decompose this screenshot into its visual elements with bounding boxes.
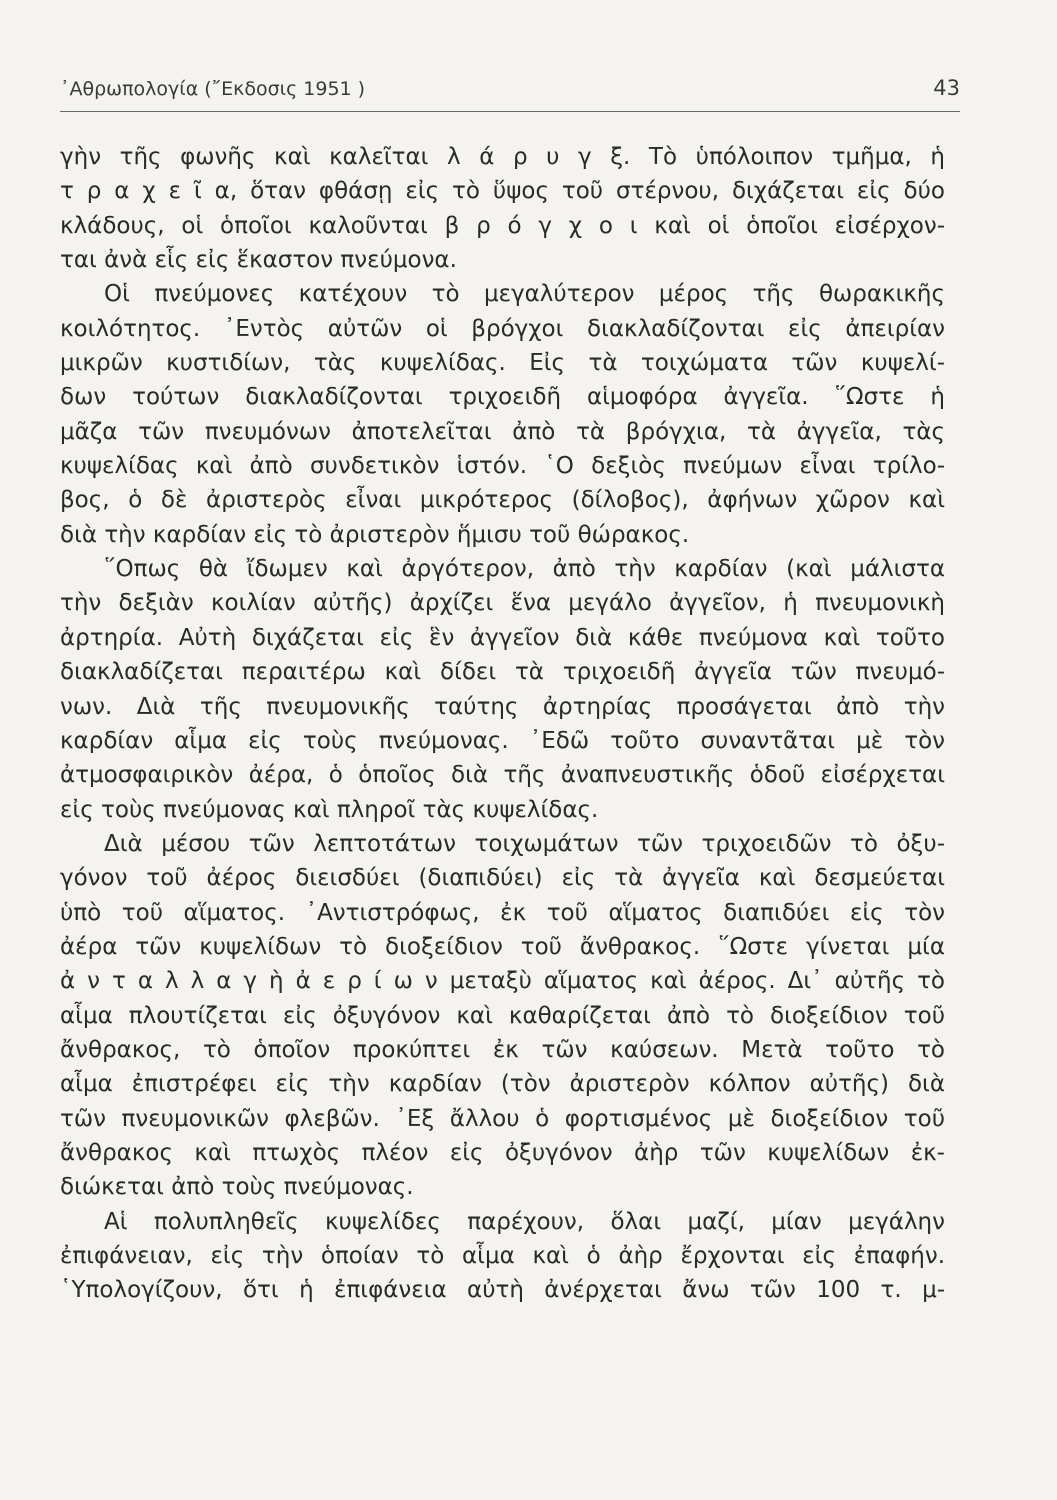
running-header bbox=[60, 72, 960, 106]
text-line: καρδίαν αἷμα εἰς τοὺς πνεύμονας. ᾿Εδῶ τοῦτο συναντᾶται μὲ τὸν bbox=[60, 727, 945, 754]
text-line: ῾Υπολογίζουν, ὅτι ἡ ἐπιφάνεια αὐτὴ ἀνέρχεται ἄνω τῶν 100 τ. μ- bbox=[60, 1277, 945, 1304]
text-line: ἀ ν τ α λ λ α γ ὴ ἀ ε ρ ί ω ν μεταξὺ αἵματος καὶ ἀέρος. Δι᾿ αὐτῆς τὸ bbox=[60, 968, 945, 995]
text-line: Αἱ πολυπληθεῖς κυψελίδες παρέχουν, ὅλαι μαζί, μίαν μεγάλην bbox=[104, 1208, 945, 1235]
text-line: ται ἀνὰ εἷς εἰς ἕκαστον πνεύμονα. bbox=[60, 247, 457, 274]
text-line: μᾶζα τῶν πνευμόνων ἀποτελεῖται ἀπὸ τὰ βρόγχια, τὰ ἀγγεῖα, τὰς bbox=[60, 418, 945, 445]
text-line: εἰς τοὺς πνεύμονας καὶ πληροῖ τὰς κυψελίδας. bbox=[60, 796, 599, 823]
header-divider bbox=[60, 111, 960, 112]
text-line: διακλαδίζεται περαιτέρω καὶ δίδει τὰ τριχοειδῆ ἀγγεῖα τῶν πνευμό- bbox=[60, 659, 945, 686]
text-line: ὑπὸ τοῦ αἵματος. ᾿Αντιστρόφως, ἐκ τοῦ αἵματος διαπιδύει εἰς τὸν bbox=[60, 899, 945, 926]
text-line: κοιλότητος. ᾿Εντὸς αὐτῶν οἱ βρόγχοι διακλαδίζονται εἰς ἀπειρίαν bbox=[60, 315, 945, 342]
text-line: Οἱ πνεύμονες κατέχουν τὸ μεγαλύτερον μέρος τῆς θωρακικῆς bbox=[104, 281, 945, 308]
text-line: τ ρ α χ ε ῖ α, ὅταν φθάσῃ εἰς τὸ ὕψος τοῦ στέρνου, διχάζεται εἰς δύο bbox=[60, 178, 945, 205]
text-line: ἄνθρακος καὶ πτωχὸς πλέον εἰς ὀξυγόνον ἀὴρ τῶν κυψελίδων ἐκ- bbox=[60, 1139, 945, 1166]
text-line: κυψελίδας καὶ ἀπὸ συνδετικὸν ἱστόν. ῾Ο δεξιὸς πνεύμων εἶναι τρίλο- bbox=[60, 453, 945, 480]
header-title: ᾿Αθρωπολογία (῎Εκδοσις 1951 ) bbox=[60, 78, 366, 100]
text-line: διὰ τὴν καρδίαν εἰς τὸ ἀριστερὸν ἥμισυ τοῦ θώρακος. bbox=[60, 521, 690, 548]
text-line: αἷμα ἐπιστρέφει εἰς τὴν καρδίαν (τὸν ἀριστερὸν κόλπον αὐτῆς) διὰ bbox=[60, 1071, 945, 1098]
text-line: κλάδους, οἱ ὁποῖοι καλοῦνται β ρ ό γ χ ο ι καὶ οἱ ὁποῖοι εἰσέρχον- bbox=[60, 212, 945, 239]
text-line: ἀέρα τῶν κυψελίδων τὸ διοξείδιον τοῦ ἄνθρακος. ῞Ωστε γίνεται μία bbox=[60, 933, 945, 960]
text-line: ἀτμοσφαιρικὸν ἀέρα, ὁ ὁποῖος διὰ τῆς ἀναπνευστικῆς ὁδοῦ εἰσέρχεται bbox=[60, 762, 945, 789]
text-line: τῶν πνευμονικῶν φλεβῶν. ᾿Εξ ἄλλου ὁ φορτισμένος μὲ διοξείδιον τοῦ bbox=[60, 1105, 945, 1132]
text-line: ἄνθρακος, τὸ ὁποῖον προκύπτει ἐκ τῶν καύσεων. Μετὰ τοῦτο τὸ bbox=[60, 1036, 945, 1063]
text-line: ἐπιφάνειαν, εἰς τὴν ὁποίαν τὸ αἷμα καὶ ὁ ἀὴρ ἔρχονται εἰς ἐπαφήν. bbox=[60, 1243, 945, 1269]
text-line: ῞Οπως θὰ ἴδωμεν καὶ ἀργότερον, ἀπὸ τὴν καρδίαν (καὶ μάλιστα bbox=[104, 556, 945, 583]
text-line: γόνον τοῦ ἀέρος διεισδύει (διαπιδύει) εἰς τὰ ἀγγεῖα καὶ δεσμεύεται bbox=[60, 865, 945, 892]
text-line: ἀρτηρία. Αὐτὴ διχάζεται εἰς ἓν ἀγγεῖον διὰ κάθε πνεύμονα καὶ τοῦτο bbox=[60, 624, 945, 651]
text-line: δων τούτων διακλαδίζονται τριχοειδῆ αἱμοφόρα ἀγγεῖα. ῞Ωστε ἡ bbox=[60, 384, 945, 411]
text-line: Διὰ μέσου τῶν λεπτοτάτων τοιχωμάτων τῶν τριχοειδῶν τὸ ὀξυ- bbox=[104, 830, 945, 857]
text-line: γὴν τῆς φωνῆς καὶ καλεῖται λ ά ρ υ γ ξ. Τὸ ὑπόλοιπον τμῆμα, ἡ bbox=[60, 144, 945, 170]
body-text bbox=[60, 140, 945, 1308]
text-line: τὴν δεξιὰν κοιλίαν αὐτῆς) ἀρχίζει ἕνα μεγάλο ἀγγεῖον, ἡ πνευμονικὴ bbox=[60, 590, 945, 617]
text-line: νων. Διὰ τῆς πνευμονικῆς ταύτης ἀρτηρίας προσάγεται ἀπὸ τὴν bbox=[60, 693, 945, 720]
page-number: 43 bbox=[933, 76, 960, 100]
text-line: διώκεται ἀπὸ τοὺς πνεύμονας. bbox=[60, 1174, 414, 1201]
text-line: μικρῶν κυστιδίων, τὰς κυψελίδας. Εἰς τὰ τοιχώματα τῶν κυψελί- bbox=[60, 350, 945, 377]
text-line: βος, ὁ δὲ ἀριστερὸς εἶναι μικρότερος (δίλοβος), ἀφήνων χῶρον καὶ bbox=[60, 487, 945, 514]
text-line: αἷμα πλουτίζεται εἰς ὀξυγόνον καὶ καθαρίζεται ἀπὸ τὸ διοξείδιον τοῦ bbox=[60, 1002, 945, 1029]
